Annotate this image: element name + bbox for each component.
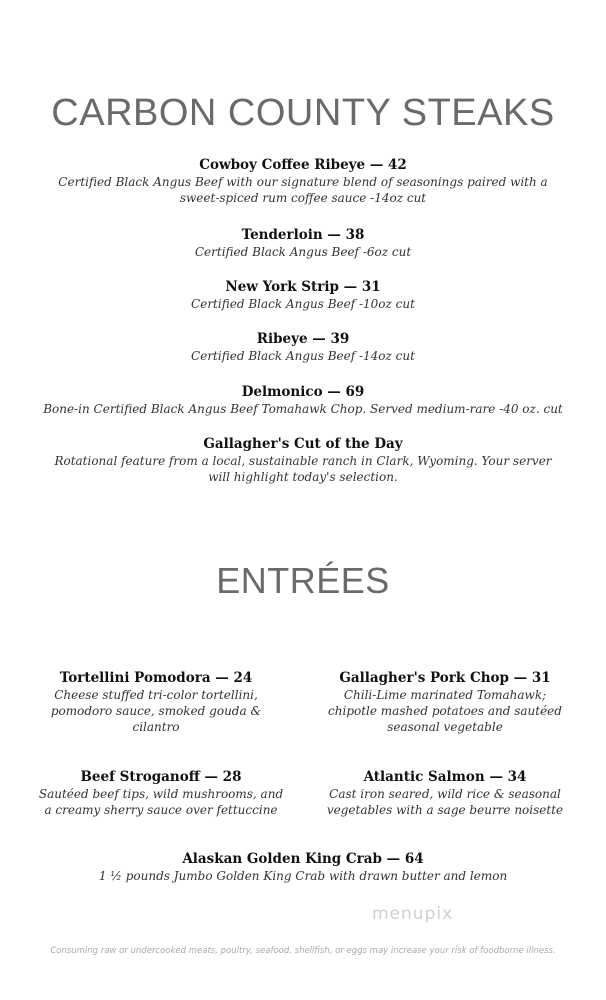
menu-item-description: Certified Black Angus Beef -14oz cut xyxy=(191,349,415,363)
menu-item-description: Sautéed beef tips, wild mushrooms, and a creamy sherry sauce over fettuccine xyxy=(38,787,284,817)
menu-item-name: Ribeye — 39 xyxy=(256,331,350,347)
entrees-section-title: ENTRÉES xyxy=(216,560,390,601)
steaks-section-title: CARBON COUNTY STEAKS xyxy=(51,92,555,134)
menu-item-name: Beef Stroganoff — 28 xyxy=(80,769,242,785)
menu-item-name: Gallagher's Pork Chop — 31 xyxy=(339,670,551,686)
menu-item-delmonico xyxy=(0,384,606,417)
menu-item-name: Delmonico — 69 xyxy=(241,384,365,400)
menu-item-tortellini-pomodora xyxy=(40,670,272,735)
menu-item-description: Rotational feature from a local, sustainable ranch in Clark, Wyoming. Your server will highlight today's selection. xyxy=(54,454,552,484)
food-safety-disclaimer: Consuming raw or undercooked meats, poultry, seafood, shellfish, or eggs may increase your risk of foodborne illness. xyxy=(50,946,556,956)
menu-item-name: Gallagher's Cut of the Day xyxy=(203,436,403,452)
menu-item-cowboy-coffee-ribeye xyxy=(0,157,606,206)
menu-item-name: Tortellini Pomodora — 24 xyxy=(59,670,253,686)
menu-item-description: Certified Black Angus Beef with our signature blend of seasonings paired with a sweet-spiced rum coffee sauce -14oz cut xyxy=(58,175,548,205)
menu-item-description: Certified Black Angus Beef -10oz cut xyxy=(191,297,415,311)
menu-item-cut-of-the-day xyxy=(0,436,606,485)
menu-item-description: Bone-in Certified Black Angus Beef Tomahawk Chop. Served medium-rare -40 oz. cut xyxy=(43,402,563,416)
menu-item-description: 1 ½ pounds Jumbo Golden King Crab with drawn butter and lemon xyxy=(98,869,508,883)
menu-item-name: Atlantic Salmon — 34 xyxy=(363,769,527,785)
menu-item-king-crab xyxy=(60,851,546,884)
menu-item-atlantic-salmon xyxy=(325,769,565,818)
menu-item-ribeye xyxy=(0,331,606,364)
menu-item-pork-chop xyxy=(325,670,565,735)
menu-item-description: Cheese stuffed tri-color tortellini, pomodoro sauce, smoked gouda & cilantro xyxy=(50,688,262,734)
menu-item-new-york-strip xyxy=(0,279,606,312)
menu-item-description: Certified Black Angus Beef -6oz cut xyxy=(194,245,412,259)
menu-item-tenderloin xyxy=(0,227,606,260)
menu-item-name: Tenderloin — 38 xyxy=(241,227,365,243)
menu-item-description: Chili-Lime marinated Tomahawk; chipotle mashed potatoes and sautéed seasonal vegetable xyxy=(328,688,562,734)
menu-item-name: New York Strip — 31 xyxy=(225,279,381,295)
menu-item-name: Alaskan Golden King Crab — 64 xyxy=(182,851,424,867)
watermark-logo: menupix xyxy=(372,904,454,924)
menu-item-description: Cast iron seared, wild rice & seasonal vegetables with a sage beurre noisette xyxy=(326,787,564,817)
menu-item-beef-stroganoff xyxy=(36,769,286,818)
menu-item-name: Cowboy Coffee Ribeye — 42 xyxy=(199,157,407,173)
